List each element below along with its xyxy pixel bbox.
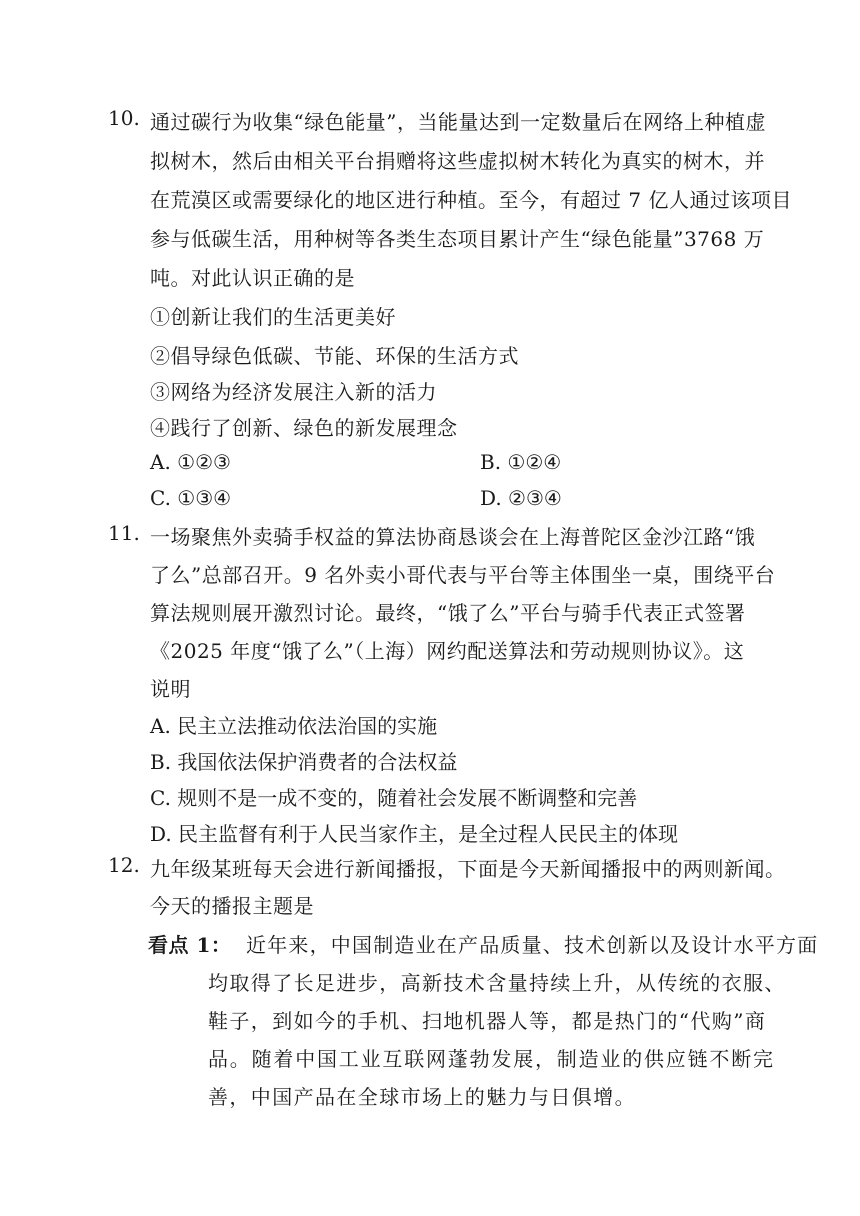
statement-item: ②倡导绿色低碳、节能、环保的生活方式: [150, 344, 519, 368]
statement-item: ③网络为经济发展注入新的活力: [150, 380, 437, 404]
question-text-line: 九年级某班每天会进行新闻播报，下面是今天新闻播报中的两则新闻。: [150, 857, 786, 881]
question-text-line: 通过碳行为收集“绿色能量”，当能量达到一定数量后在网络上种植虚: [150, 110, 766, 134]
option-c: C. ①③④: [150, 486, 232, 510]
statement-item: ①创新让我们的生活更美好: [150, 305, 396, 329]
option-a: A. 民主立法推动依法治国的实施: [150, 714, 438, 738]
statement-item: ④践行了创新、绿色的新发展理念: [150, 416, 458, 440]
option-b: B. 我国依法保护消费者的合法权益: [150, 750, 458, 774]
kandian-label: 看点 1：: [148, 933, 232, 957]
question-number: 11.: [108, 521, 140, 545]
kandian-text-line: 善，中国产品在全球市场上的魅力与日俱增。: [208, 1085, 636, 1109]
option-b: B. ①②④: [480, 450, 562, 474]
kandian-text-line: 近年来，中国制造业在产品质量、技术创新以及设计水平方面: [246, 933, 819, 957]
option-c: C. 规则不是一成不变的，随着社会发展不断调整和完善: [150, 786, 638, 810]
option-d: D. 民主监督有利于人民当家作主，是全过程人民民主的体现: [150, 822, 679, 846]
question-number: 10.: [108, 106, 140, 130]
question-text-line: 一场聚焦外卖骑手权益的算法协商恳谈会在上海普陀区金沙江路“饿: [150, 525, 756, 549]
question-text-line: 在荒漠区或需要绿化的地区进行种植。至今，有超过 7 亿人通过该项目: [150, 188, 792, 212]
question-text-line: 吨。对此认识正确的是: [150, 266, 355, 290]
option-d: D. ②③④: [480, 486, 562, 510]
question-text-line: 今天的播报主题是: [150, 894, 314, 918]
option-a: A. ①②③: [150, 450, 231, 474]
question-text-line: 说明: [150, 677, 191, 701]
question-text-line: 算法规则展开激烈讨论。最终，“饿了么”平台与骑手代表正式签署: [150, 601, 746, 625]
question-text-line: 《2025 年度“饿了么”（上海）网约配送算法和劳动规则协议》。这: [150, 639, 745, 663]
kandian-text-line: 品。随着中国工业互联网蓬勃发展，制造业的供应链不断完: [208, 1047, 775, 1071]
kandian-text-line: 鞋子，到如今的手机、扫地机器人等，都是热门的“代购”商: [208, 1009, 767, 1033]
question-number: 12.: [108, 853, 140, 877]
question-text-line: 参与低碳生活，用种树等各类生态项目累计产生“绿色能量”3768 万: [150, 227, 765, 251]
kandian-text-line: 均取得了长足进步，高新技术含量持续上升，从传统的衣服、: [208, 971, 786, 995]
question-text-line: 拟树木，然后由相关平台捐赠将这些虚拟树木转化为真实的树木，并: [150, 149, 765, 173]
question-text-line: 了么”总部召开。9 名外卖小哥代表与平台等主体围坐一桌，围绕平台: [150, 563, 776, 587]
